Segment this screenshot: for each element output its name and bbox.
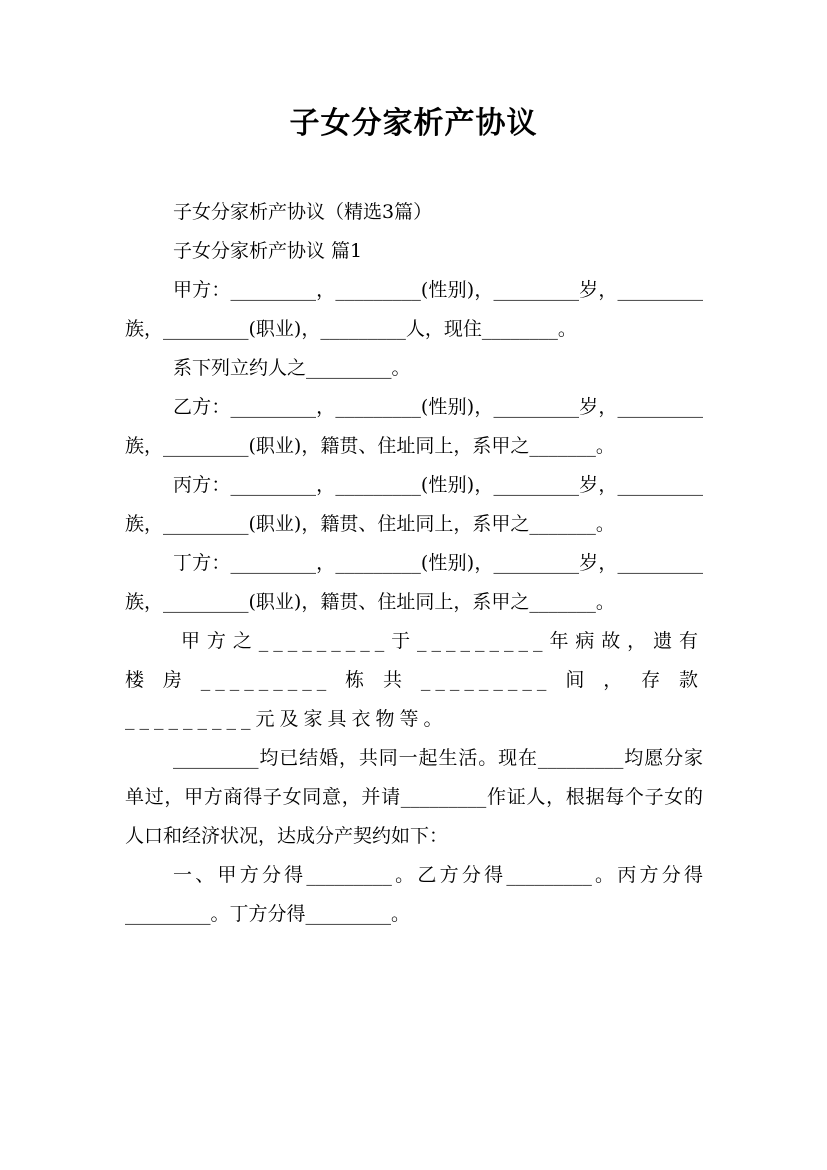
paragraph-relation: 系下列立约人之_________。	[173, 357, 411, 379]
paragraph-party-b: 乙方：_________，_________(性别)，_________岁，_________族，_________(职业)，籍贯、住址同上，系甲之_______。	[125, 396, 703, 457]
paragraph-agreement: _________均已结婚，共同一起生活。现在_________均愿分家单过，甲方商得子女同意，并请_________作证人，根据每个子女的人口和经济状况，达成分产契约如下：	[125, 747, 703, 847]
paragraph-estate: 甲方之_________于_________年病故，遗有楼房_________栋共_________间，存款_________元及家具衣物等。	[125, 630, 703, 730]
paragraph-party-c: 丙方：_________，_________(性别)，_________岁，_________族，_________(职业)，籍贯、住址同上，系甲之_______。	[125, 474, 703, 535]
paragraph-clause-1: 一、甲方分得_________。乙方分得_________。丙方分得_________。丁方分得_________。	[125, 864, 703, 925]
document-body	[125, 193, 703, 934]
paragraph-party-d: 丁方：_________，_________(性别)，_________岁，_________族，_________(职业)，籍贯、住址同上，系甲之_______。	[125, 552, 703, 613]
document-title: 子女分家析产协议	[289, 106, 538, 141]
paragraph-party-a: 甲方：_________，_________(性别)，_________岁，_________族，_________(职业)，_________人，现住________。	[125, 279, 703, 340]
paragraph-section-heading: 子女分家析产协议 篇1	[173, 240, 363, 262]
paragraph-subtitle: 子女分家析产协议（精选3篇）	[173, 201, 433, 223]
